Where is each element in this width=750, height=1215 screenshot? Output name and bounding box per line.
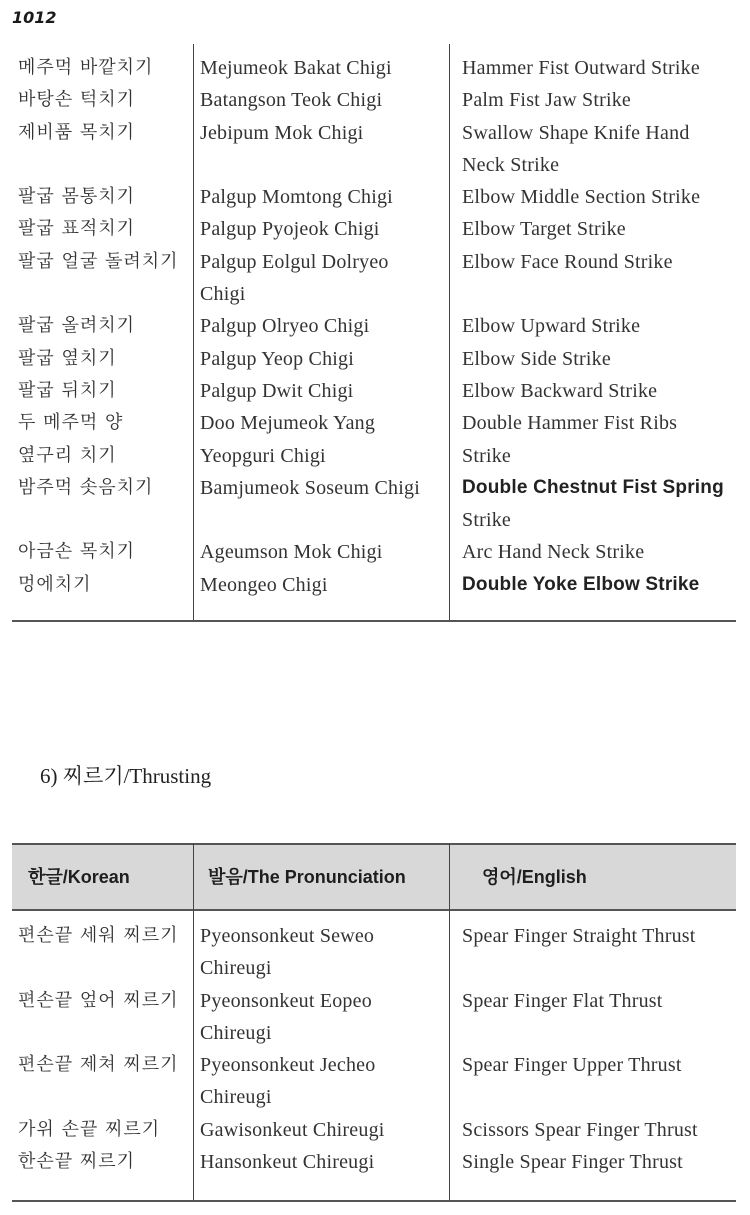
table-row <box>12 246 736 278</box>
english-cell: Double Hammer Fist Ribs <box>462 412 678 435</box>
pronunciation-cell: Palgup Yeop Chigi <box>200 347 354 370</box>
english-cell: Scissors Spear Finger Thrust <box>462 1118 698 1141</box>
korean-cell: 옆구리 치기 <box>18 444 117 466</box>
pronunciation-cell: Batangson Teok Chigi <box>200 89 383 112</box>
korean-cell: 팔굽 옆치기 <box>18 347 117 369</box>
korean-cell: 팔굽 얼굴 돌려치기 <box>18 250 179 272</box>
english-cell: Strike <box>462 444 511 467</box>
korean-cell: 두 메주먹 양 <box>18 412 124 434</box>
korean-cell: 가위 손끝 찌르기 <box>18 1118 161 1140</box>
english-cell: Elbow Face Round Strike <box>462 250 673 273</box>
korean-cell: 밤주먹 솟음치기 <box>18 476 154 498</box>
english-cell: Elbow Upward Strike <box>462 315 641 338</box>
pronunciation-cell: Mejumeok Bakat Chigi <box>200 57 392 79</box>
pronunciation-cell: Chireugi <box>200 957 272 980</box>
korean-cell: 팔굽 표적치기 <box>18 218 136 240</box>
english-cell: Spear Finger Upper Thrust <box>462 1054 682 1077</box>
table-row <box>12 1081 736 1113</box>
korean-cell: 아금손 목치기 <box>18 541 136 563</box>
pronunciation-cell: Meongeo Chigi <box>200 573 328 596</box>
table-row <box>12 952 736 984</box>
english-cell: Palm Fist Jaw Strike <box>462 89 632 112</box>
pronunciation-cell: Chigi <box>200 283 246 306</box>
korean-cell: 제비품 목치기 <box>18 121 136 143</box>
pronunciation-cell: Chireugi <box>200 1086 272 1109</box>
table-row <box>12 440 736 472</box>
table-row <box>12 117 736 149</box>
header-korean: 한글/Korean <box>28 867 130 887</box>
table-row <box>12 504 736 536</box>
table1 <box>12 52 736 601</box>
pronunciation-cell: Chireugi <box>200 1021 272 1044</box>
pronunciation-cell: Palgup Momtong Chigi <box>200 186 393 209</box>
table2-header <box>12 843 736 911</box>
korean-cell: 팔굽 올려치기 <box>18 315 136 337</box>
korean-cell: 편손끝 세워 찌르기 <box>18 925 179 946</box>
table-row <box>12 375 736 407</box>
english-cell: Neck Strike <box>462 153 560 176</box>
table-row <box>12 213 736 245</box>
table-row <box>12 84 736 116</box>
pronunciation-cell: Yeopguri Chigi <box>200 444 326 467</box>
pronunciation-cell: Pyeonsonkeut Seweo <box>200 925 375 947</box>
section-title: 6) 찌르기/Thrusting <box>40 764 212 788</box>
table-row <box>12 1114 736 1146</box>
table-row <box>12 985 736 1017</box>
korean-cell: 메주먹 바깥치기 <box>18 57 154 78</box>
english-cell: Elbow Side Strike <box>462 347 611 370</box>
pronunciation-cell: Pyeonsonkeut Jecheo <box>200 1054 376 1077</box>
table-row <box>12 149 736 181</box>
pronunciation-cell: Palgup Pyojeok Chigi <box>200 218 380 241</box>
table-row <box>12 343 736 375</box>
header-english: 영어/English <box>482 867 587 887</box>
table-row <box>12 536 736 568</box>
table-row <box>12 278 736 310</box>
english-cell: Swallow Shape Knife Hand <box>462 121 690 144</box>
english-cell: Spear Finger Flat Thrust <box>462 989 663 1012</box>
korean-cell: 편손끝 제쳐 찌르기 <box>18 1054 179 1076</box>
table-row <box>12 310 736 342</box>
table-row <box>12 1017 736 1049</box>
pronunciation-cell: Palgup Olryeo Chigi <box>200 315 370 338</box>
table-row <box>12 181 736 213</box>
pronunciation-cell: Palgup Dwit Chigi <box>200 379 354 402</box>
pronunciation-cell: Palgup Eolgul Dolryeo <box>200 250 389 273</box>
pronunciation-cell: Gawisonkeut Chireugi <box>200 1118 385 1141</box>
korean-cell: 한손끝 찌르기 <box>18 1151 136 1173</box>
table-row <box>12 52 736 84</box>
english-cell: Elbow Middle Section Strike <box>462 186 701 209</box>
table-row <box>12 569 736 601</box>
pronunciation-cell: Bamjumeok Soseum Chigi <box>200 476 420 499</box>
page-number: 1012 <box>12 8 57 27</box>
pronunciation-cell: Ageumson Mok Chigi <box>200 541 383 564</box>
english-cell: Spear Finger Straight Thrust <box>462 925 696 947</box>
english-cell: Double Yoke Elbow Strike <box>462 573 700 595</box>
table-row <box>12 1146 736 1178</box>
table-row <box>12 920 736 952</box>
header-pronunciation: 발음/The Pronunciation <box>208 867 406 887</box>
table2 <box>12 920 736 1178</box>
korean-cell: 편손끝 엎어 찌르기 <box>18 989 179 1011</box>
korean-cell: 바탕손 턱치기 <box>18 89 136 111</box>
pronunciation-cell: Hansonkeut Chireugi <box>200 1151 375 1174</box>
english-cell: Elbow Target Strike <box>462 218 626 241</box>
pronunciation-cell: Pyeonsonkeut Eopeo <box>200 989 372 1012</box>
table1-bottom-rule <box>12 620 736 622</box>
table-row <box>12 472 736 504</box>
table-row <box>12 1049 736 1081</box>
english-cell: Single Spear Finger Thrust <box>462 1151 683 1174</box>
pronunciation-cell: Doo Mejumeok Yang <box>200 412 376 435</box>
table2-bottom-rule <box>12 1200 736 1202</box>
korean-cell: 팔굽 뒤치기 <box>18 379 117 401</box>
pronunciation-cell: Jebipum Mok Chigi <box>200 121 364 144</box>
english-cell: Double Chestnut Fist Spring <box>462 476 724 498</box>
english-cell: Arc Hand Neck Strike <box>462 541 645 564</box>
english-cell: Strike <box>462 509 511 532</box>
korean-cell: 멍에치기 <box>18 573 92 595</box>
korean-cell: 팔굽 몸통치기 <box>18 186 136 208</box>
table-row <box>12 407 736 439</box>
english-cell: Elbow Backward Strike <box>462 379 658 402</box>
english-cell: Hammer Fist Outward Strike <box>462 57 700 79</box>
